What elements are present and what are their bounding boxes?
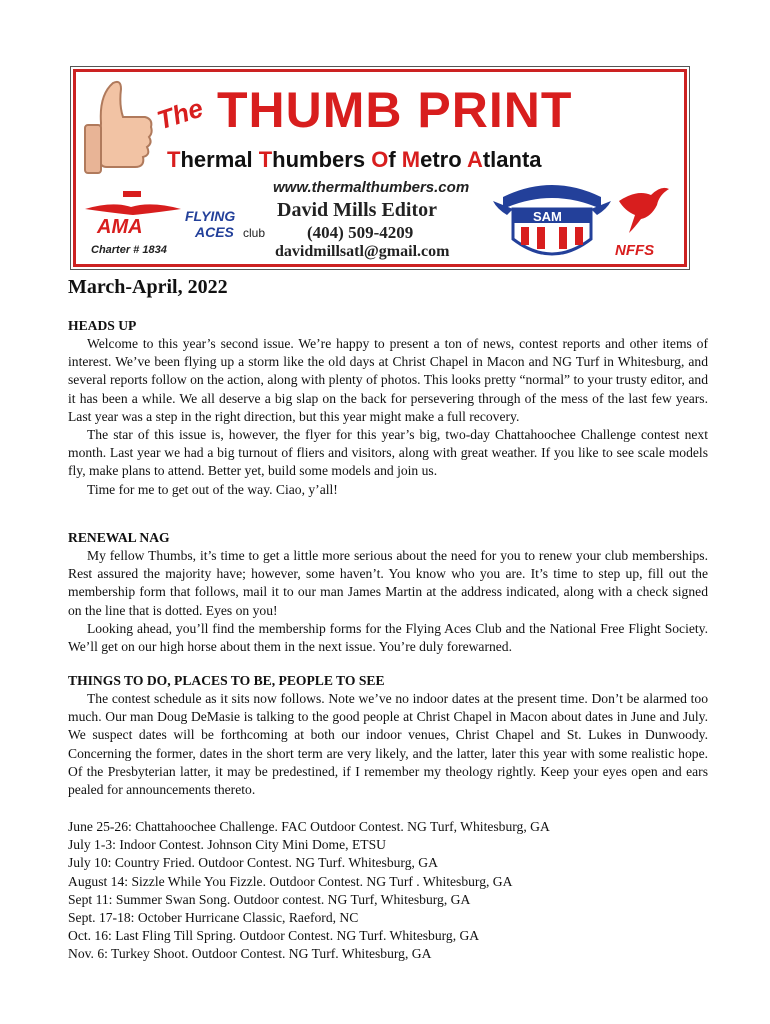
schedule-item: July 1-3: Indoor Contest. Johnson City Mini Dome, ETSU (68, 837, 386, 853)
ama-logo-icon (83, 189, 183, 259)
newsletter-banner (70, 66, 690, 270)
paragraph: My fellow Thumbs, it’s time to get a little more serious about the need for you to renew your club memberships. Rest assured the majority have; however, some haven’t. You know who you are. It’s time to step up, fill out the membership form that follows, mail it to our man James Martin at the address indicated, along with a check signed on the line that is dotted. Eyes on you! (68, 548, 708, 618)
section-things-to-do (68, 690, 708, 799)
svg-text:NFFS: NFFS (615, 242, 655, 259)
svg-text:club: club (243, 226, 266, 240)
svg-text:FLYING: FLYING (185, 208, 236, 224)
paragraph: Looking ahead, you’ll find the membership forms for the Flying Aces Club and the National Free Flight Society. We’ll get on our high horse about them in the next issue. You’re duly forewarned. (68, 620, 708, 655)
schedule-item: Sept. 17-18: October Hurricane Classic, Raeford, NC (68, 910, 359, 926)
thumbs-up-icon (79, 75, 159, 185)
schedule-item: July 10: Country Fried. Outdoor Contest. NG Turf. Whitesburg, GA (68, 855, 438, 871)
heading-renewal-nag: RENEWAL NAG (68, 530, 170, 545)
nffs-logo-icon (611, 179, 671, 263)
paragraph: Time for me to get out of the way. Ciao, y’all! (87, 481, 338, 497)
section-heads-up (68, 335, 708, 499)
heading-things-to-do: THINGS TO DO, PLACES TO BE, PEOPLE TO SEE (68, 673, 385, 688)
svg-text:ACES: ACES (195, 224, 234, 240)
svg-text:AMA: AMA (97, 216, 143, 238)
banner-the: The (153, 92, 207, 136)
banner-title: THUMB PRINT (217, 82, 573, 138)
paragraph: Welcome to this year’s second issue. We’re happy to present a ton of news, contest reports and other items of interest. We’ve been flying up a storm like the old days at Christ Chapel in Macon and NG Turf in Whitesburg, and several reports follow on the action, along with plenty of photos. This looks pretty “normal” to your trusty editor, and it has been a while. We all deserve a big slap on the back for persevering through of the mess of the last few years. Last year was a step in the right direction, but this year might make a full recovery. (68, 336, 708, 424)
schedule-item: Oct. 16: Last Fling Till Spring. Outdoor Contest. NG Turf. Whitesburg, GA (68, 928, 480, 944)
section-renewal-nag (68, 547, 708, 656)
paragraph: The star of this issue is, however, the flyer for this year’s big, two-day Chattahoochee Challenge contest next month. Last year we had a big turnout of fliers and visitors, along with great weather. If you like to see scale models fly, make plans to attend. Better yet, build some models and join us. (68, 427, 708, 479)
banner-phone: (404) 509-4209 (307, 223, 414, 242)
schedule-item: August 14: Sizzle While You Fizzle. Outdoor Contest. NG Turf . Whitesburg, GA (68, 873, 513, 889)
heading-heads-up: HEADS UP (68, 318, 137, 333)
sam-logo-icon (493, 179, 611, 263)
svg-text:SAM: SAM (533, 209, 562, 224)
banner-subtitle: Thermal Thumbers Of Metro Atlanta (167, 147, 542, 172)
schedule-item: Sept 11: Summer Swan Song. Outdoor contest. NG Turf, Whitesburg, GA (68, 891, 471, 907)
banner-email: davidmillsatl@gmail.com (275, 243, 450, 260)
contest-schedule (68, 818, 550, 964)
issue-date: March-April, 2022 (68, 276, 228, 298)
paragraph: The contest schedule as it sits now follows. Note we’ve no indoor dates at the present time. Don’t be alarmed too much. Our man Doug DeMasie is talking to the good people at Christ Chapel in Macon about dates in June and July. We suspect dates will be forthcoming at both our indoor venues, Christ Chapel and St. Lukes in Dunwoody. Concerning the former, dates in the short term are very likely, and the latter, later this year with some realistic hope. Of the Presbyterian latter, it may be predestined, if I remember my theology rightly. Keep your eyes open and ears pealed for announcements thereto. (68, 691, 708, 798)
flying-aces-logo-icon (183, 205, 273, 245)
banner-website: www.thermalthumbers.com (273, 179, 470, 196)
banner-editor: David Mills Editor (277, 199, 438, 221)
schedule-item: June 25-26: Chattahoochee Challenge. FAC Outdoor Contest. NG Turf, Whitesburg, GA (68, 819, 550, 834)
svg-text:Charter # 1834: Charter # 1834 (91, 244, 167, 256)
schedule-item: Nov. 6: Turkey Shoot. Outdoor Contest. NG Turf. Whitesburg, GA (68, 946, 432, 962)
